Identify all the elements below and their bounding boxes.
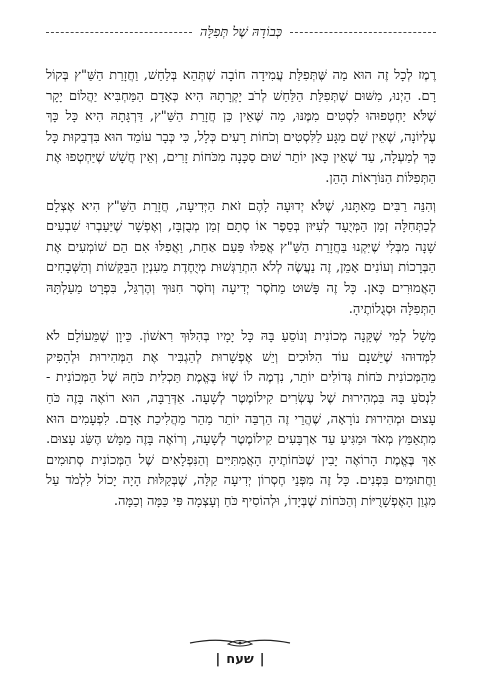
running-header — [46, 22, 436, 42]
flourish-ornament-icon — [188, 636, 292, 650]
paragraph-2: וְהִנֵּה רַבִּים מֵאִתָּנוּ, שֶׁלֹּא יְדוּעָה לָהֶם זֹאת הַיְּדִיעָה, חֲזָרַת הַשַּׁ"ץ הִיא אֶצְלָם לְכַתְּחִלָּה זְמַן הַמְּיֻעָד לְעִיּוּן בְּסֵפֶר אוֹ סְתָם זְמַן מְבֻזְבָּז, וְאֶפְשָׁר שֶׁיַּעַבְרוּ שִׁבְעִים שָׁנָה מִבְּלִי שֶׁיִּקְנוּ בַּחֲזָרַת הַשַּׁ"ץ אֲפִלּוּ פַּעַם אַחַת, וַאֲפִלּוּ אִם הֵם שׁוֹמְעִים אֶת הַבְּרָכוֹת וְעוֹנִים אָמֵן, זֶה נַעֲשֶׂה לְלֹא הִתְרַגְּשׁוּת מְיֻחֶדֶת מֵעִנְיַן הַבַּקָּשׁוֹת וְהַשְּׁבָחִים הָאֲמוּרִים כָּאן. כָּל זֶה פָּשׁוּט מֵחֹסֶר יְדִיעָה וְחֹסֶר חִנּוּךְ וְהֶרְגֵּל, בִּפְרָט מַעַלְתָּהּ הַתְּפִלָּה וּסְגֻלוֹתֶיהָ. — [46, 198, 436, 317]
header-title: כְּבוֹדָהּ שֶׁל תְּפִלָּה — [199, 25, 283, 40]
footer-bar-right: | — [259, 652, 265, 667]
header-rule-right — [46, 32, 192, 33]
header-rule-left — [290, 32, 436, 33]
paragraph-1: רֶמֶז לְכָל זֶה הוּא מַה שֶּׁתְּפִלַּת עֲמִידָה חוֹבָה שֶׁתְּהֵא בְּלַחַשׁ, וַחֲזָרַת הַשַּׁ"ץ בְּקוֹל רָם. הַיְנוּ, מִשּׁוּם שֶׁתְּפִלַּת הַלַּחַשׁ לְרֹב יָקְרָתָהּ הִיא כְּאָדָם הַמַּחְבִּיא יַהֲלוֹם יָקָר שֶׁלֹּא יַחְטְפוּהוּ לִסְטִים מִמֶּנּוּ, מַה שֶּׁאֵין כֵּן חֲזָרַת הַשַּׁ"ץ, דַּרְגָּתָהּ הִיא כָּל כָּךְ עֶלְיוֹנָה, שֶׁאֵין שָׁם מַגָּע לַלִּסְטִים וְכֹחוֹת רָעִים כְּלָל, כִּי כְּבָר עוֹמֵד הוּא בִּדְבֵקוּת כָּל כָּךְ לְמַעְלָה, עַד שֶׁאֵין כָּאן יוֹתֵר שׁוּם סַכָּנָה מִכֹּחוֹת זָרִים, וְאֵין חֲשָׁשׁ שֶׁיַּחְטְפוּ אֶת הַתְּפִלּוֹת הַנּוֹרָאוֹת הָהֵן. — [46, 68, 436, 186]
page-number: שעח — [226, 652, 254, 667]
footer-bar-left: | — [215, 652, 221, 667]
page-footer — [0, 652, 480, 667]
paragraph-3: מָשָׁל לְמִי שֶׁקָּנָה מְכוֹנִית וְנוֹסֵעַ בָּהּ כָּל יָמָיו בְּהִלּוּךְ רִאשׁוֹן. כֵּיוָן שֶׁמֵּעוֹלָם לֹא לִמְּדוּהוּ שֶׁיֵּשׁנָם עוֹד הִלּוּכִים וְיֵשׁ אֶפְשָׁרוּת לְהַגְבִּיר אֶת הַמְּהִירוּת וּלְהָפִיק מֵהַמְּכוֹנִית כֹּחוֹת גְּדוֹלִים יוֹתֵר, נִדְמֶה לוֹ שֶׁזּוֹ בֶּאֱמֶת תַּכְלִית כֹּחָהּ שֶׁל הַמְּכוֹנִית - לִנְסֹעַ בָּהּ בִּמְהִירוּת שֶׁל עֶשְׂרִים קִילוֹמֶטֶר לְשָׁעָה. אַדְּרַבָּה, הוּא רוֹאֶה בָּזֶה כֹּחַ עָצוּם וּמְהִירוּת נוֹרָאָה, שֶׁהֲרֵי זֶה הַרְבֵּה יוֹתֵר מַהֵר מֵהֲלִיכַת אָדָם. לִפְעָמִים הוּא מִתְאַמֵּץ מְאֹד וּמַגִּיעַ עַד אַרְבָּעִים קִילוֹמֶטֶר לְשָׁעָה, וְרוֹאֶה בָּזֶה מַמָּשׁ הֶשֵּׂג עָצוּם. אַךְ בֶּאֱמֶת הָרוֹאֶה יָבִין שֶׁכֹּחוֹתֶיהָ הָאֲמִתִּיִּים וְהַנִּפְלָאִים שֶׁל הַמְּכוֹנִית סְתוּמִים וַחֲתוּמִים בִּפְנִים. כָּל זֶה מִפְּנֵי חֶסְרוֹן יְדִיעָה קַלָּה, שֶׁבְּקַלּוּת הָיָה יָכוֹל לִלְמֹד עַל מִגְוַן הָאֶפְשָׁרֻיּוֹת וְהַכֹּחוֹת שֶׁבְּיָדוֹ, וּלְהוֹסִיף כֹּחַ וְעָצְמָה פִּי כַּמָּה וְכַמָּה. — [46, 329, 436, 509]
main-text — [46, 66, 436, 519]
